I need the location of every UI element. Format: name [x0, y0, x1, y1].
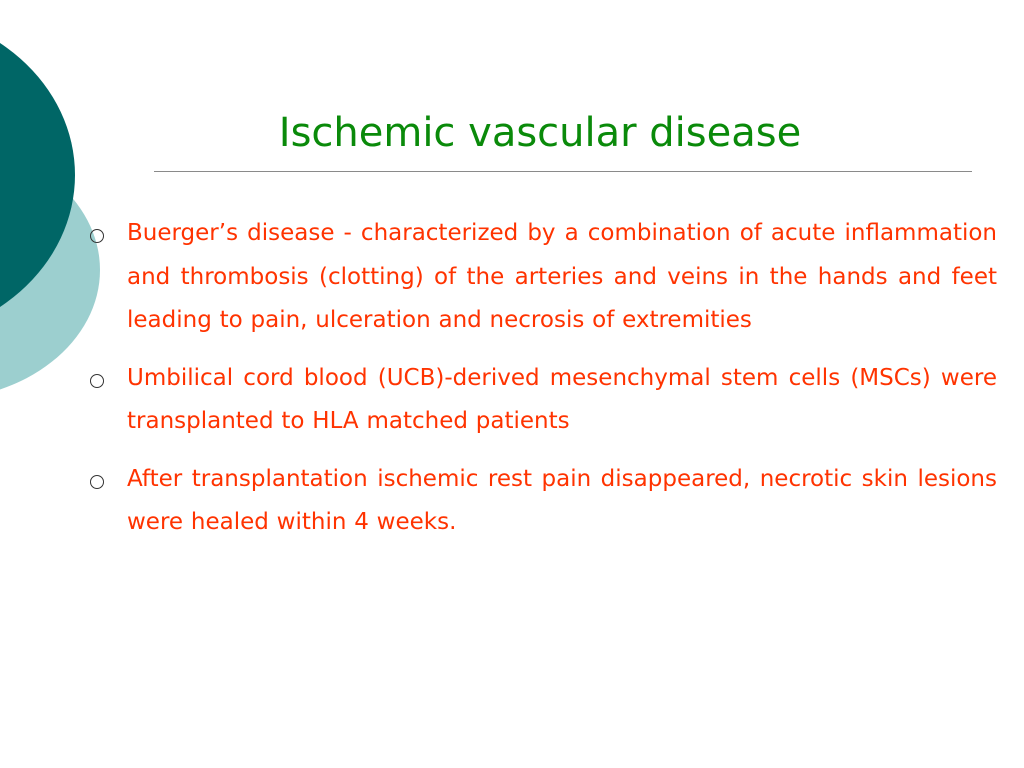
- bullet-item-ucb-mscs: [85, 357, 997, 444]
- bullet-text: Umbilical cord blood (UCB)-derived mesenchymal stem cells (MSCs) were transplanted to HLA matched patients: [127, 364, 997, 434]
- hollow-circle-icon: [90, 229, 104, 243]
- bullet-item-buergers-disease: [85, 212, 997, 343]
- title-divider: [154, 171, 972, 172]
- hollow-circle-icon: [90, 374, 104, 388]
- bullet-list: [85, 212, 997, 559]
- slide-title: Ischemic vascular disease: [278, 110, 802, 156]
- bullet-item-outcome: [85, 458, 997, 545]
- bullet-text: After transplantation ischemic rest pain disappeared, necrotic skin lesions were healed within 4 weeks.: [127, 465, 997, 535]
- hollow-circle-icon: [90, 475, 104, 489]
- bullet-text: Buerger’s disease - characterized by a combination of acute inflammation and thrombosis (clotting) of the arteries and veins in the hands and feet leading to pain, ulceration and necrosis of extremities: [127, 220, 997, 333]
